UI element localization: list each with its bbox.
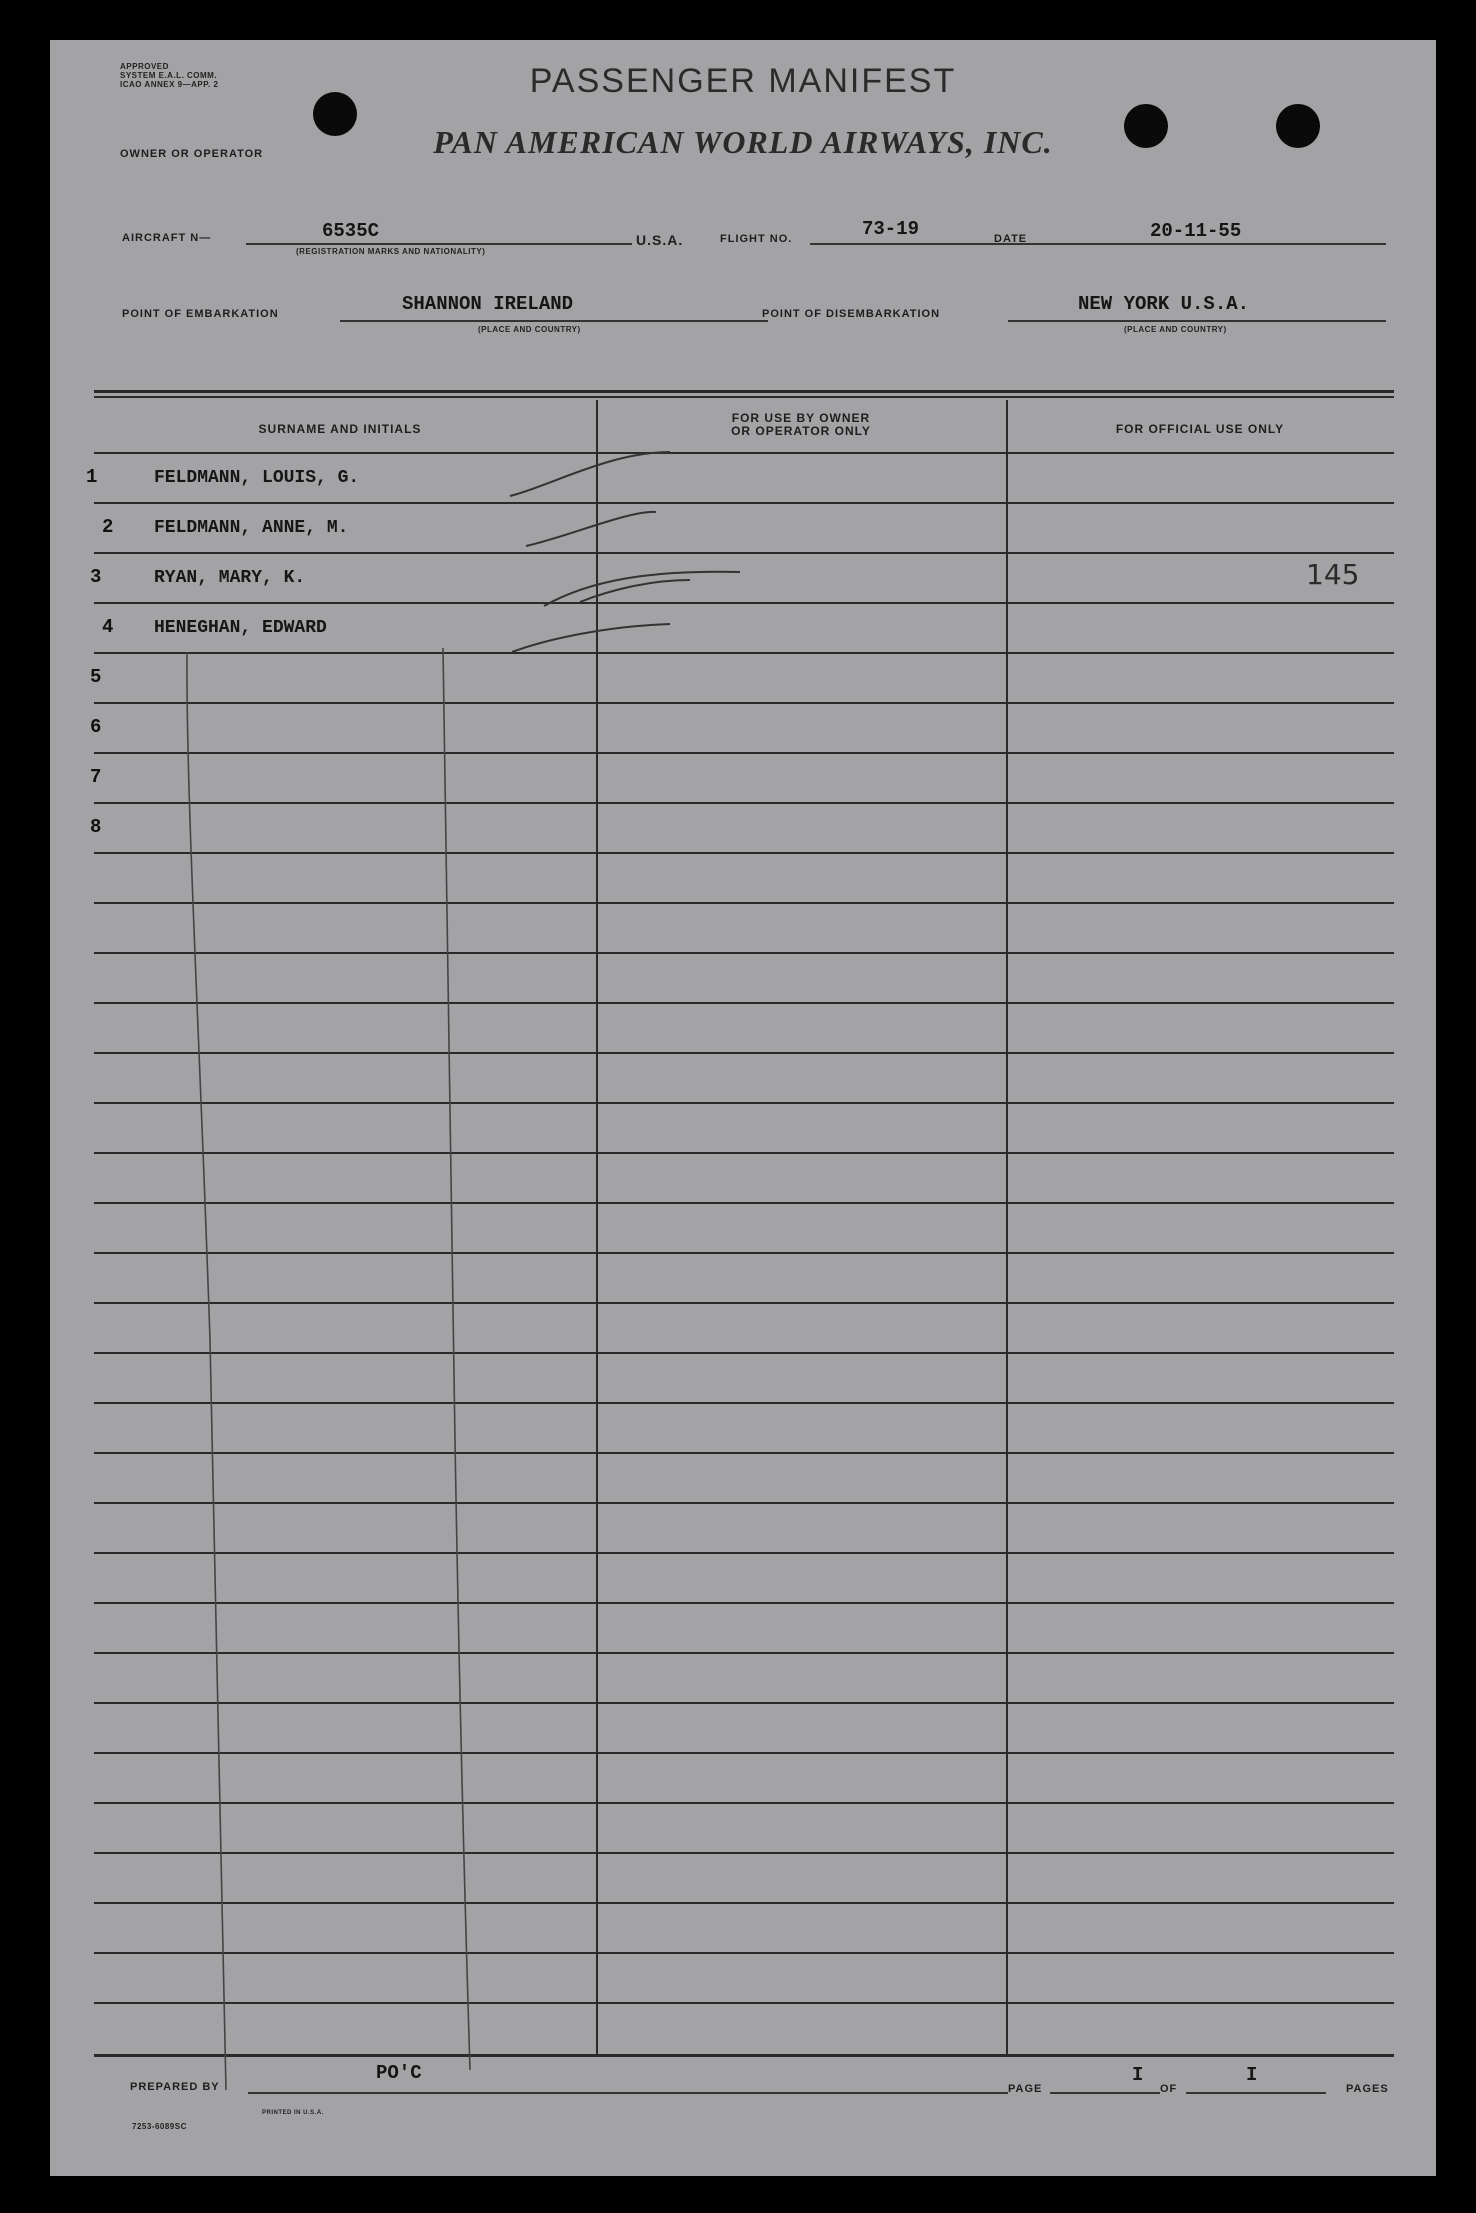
- of-label: OF: [1160, 2083, 1178, 2095]
- official-use-column-header: FOR OFFICIAL USE ONLY: [1115, 422, 1285, 436]
- printed-in-usa-mark: PRINTED IN U.S.A.: [262, 2110, 324, 2116]
- row-number-3: 3: [90, 566, 102, 588]
- date-value: 20-11-55: [1150, 220, 1242, 242]
- aircraft-sub-label: (REGISTRATION MARKS AND NATIONALITY): [296, 247, 486, 256]
- pencil-line-right: [443, 648, 470, 2070]
- passenger-name-2: FELDMANN, ANNE, M.: [154, 518, 349, 538]
- official-use-annotation: 145: [1306, 558, 1360, 591]
- form-number: 7253-6089SC: [132, 2122, 187, 2131]
- surname-column-header: SURNAME AND INITIALS: [258, 422, 422, 436]
- passenger-name-1: FELDMANN, LOUIS, G.: [154, 468, 360, 488]
- disembarkation-label: POINT OF DISEMBARKATION: [762, 308, 941, 320]
- manifest-sheet: [50, 40, 1436, 2176]
- disembarkation-value: NEW YORK U.S.A.: [1078, 293, 1250, 315]
- passenger-name-4: HENEGHAN, EDWARD: [154, 618, 327, 638]
- pencil-marks: [50, 40, 1436, 2176]
- owner-use-header-line-1: FOR USE BY OWNER: [731, 411, 871, 425]
- owner-operator-label: OWNER OR OPERATOR: [120, 148, 264, 160]
- total-pages-value: I: [1246, 2064, 1258, 2086]
- check-stroke-3: [544, 572, 740, 606]
- page-label: PAGE: [1008, 2083, 1043, 2095]
- page-value: I: [1132, 2064, 1144, 2086]
- pencil-line-left: [187, 652, 226, 2090]
- embarkation-label: POINT OF EMBARKATION: [122, 308, 279, 320]
- approval-line-3: ICAO ANNEX 9—APP. 2: [120, 80, 219, 89]
- airline-name: PAN AMERICAN WORLD AIRWAYS, INC.: [433, 124, 1053, 160]
- form-title: PASSENGER MANIFEST: [529, 62, 957, 100]
- row-number-2: 2: [102, 516, 114, 538]
- row-number-6: 6: [90, 716, 102, 738]
- date-label: DATE: [994, 233, 1028, 245]
- embarkation-sub-label: (PLACE AND COUNTRY): [478, 325, 581, 334]
- disembarkation-sub-label: (PLACE AND COUNTRY): [1124, 325, 1227, 334]
- check-stroke-1: [510, 452, 670, 496]
- passenger-name-3: RYAN, MARY, K.: [154, 568, 306, 588]
- prepared-by-value: PO'C: [376, 2062, 422, 2084]
- check-stroke-4: [580, 580, 690, 602]
- row-number-5: 5: [90, 666, 102, 688]
- usa-label: U.S.A.: [636, 232, 684, 248]
- flight-no-label: FLIGHT NO.: [720, 233, 793, 245]
- flight-no-value: 73-19: [862, 218, 920, 240]
- row-number-1: 1: [86, 466, 98, 488]
- approval-line-2: SYSTEM E.A.L. COMM.: [120, 71, 218, 80]
- check-stroke-5: [512, 624, 670, 652]
- row-number-7: 7: [90, 766, 102, 788]
- aircraft-label: AIRCRAFT N—: [122, 232, 212, 244]
- row-number-4: 4: [102, 616, 114, 638]
- approval-line-1: APPROVED: [120, 62, 169, 71]
- prepared-by-label: PREPARED BY: [130, 2081, 220, 2093]
- owner-use-header-line-2: OR OPERATOR ONLY: [731, 424, 871, 438]
- row-number-8: 8: [90, 816, 102, 838]
- aircraft-value: 6535C: [322, 220, 380, 242]
- embarkation-value: SHANNON IRELAND: [402, 293, 574, 315]
- check-stroke-2: [526, 512, 656, 546]
- pages-label: PAGES: [1346, 2083, 1389, 2095]
